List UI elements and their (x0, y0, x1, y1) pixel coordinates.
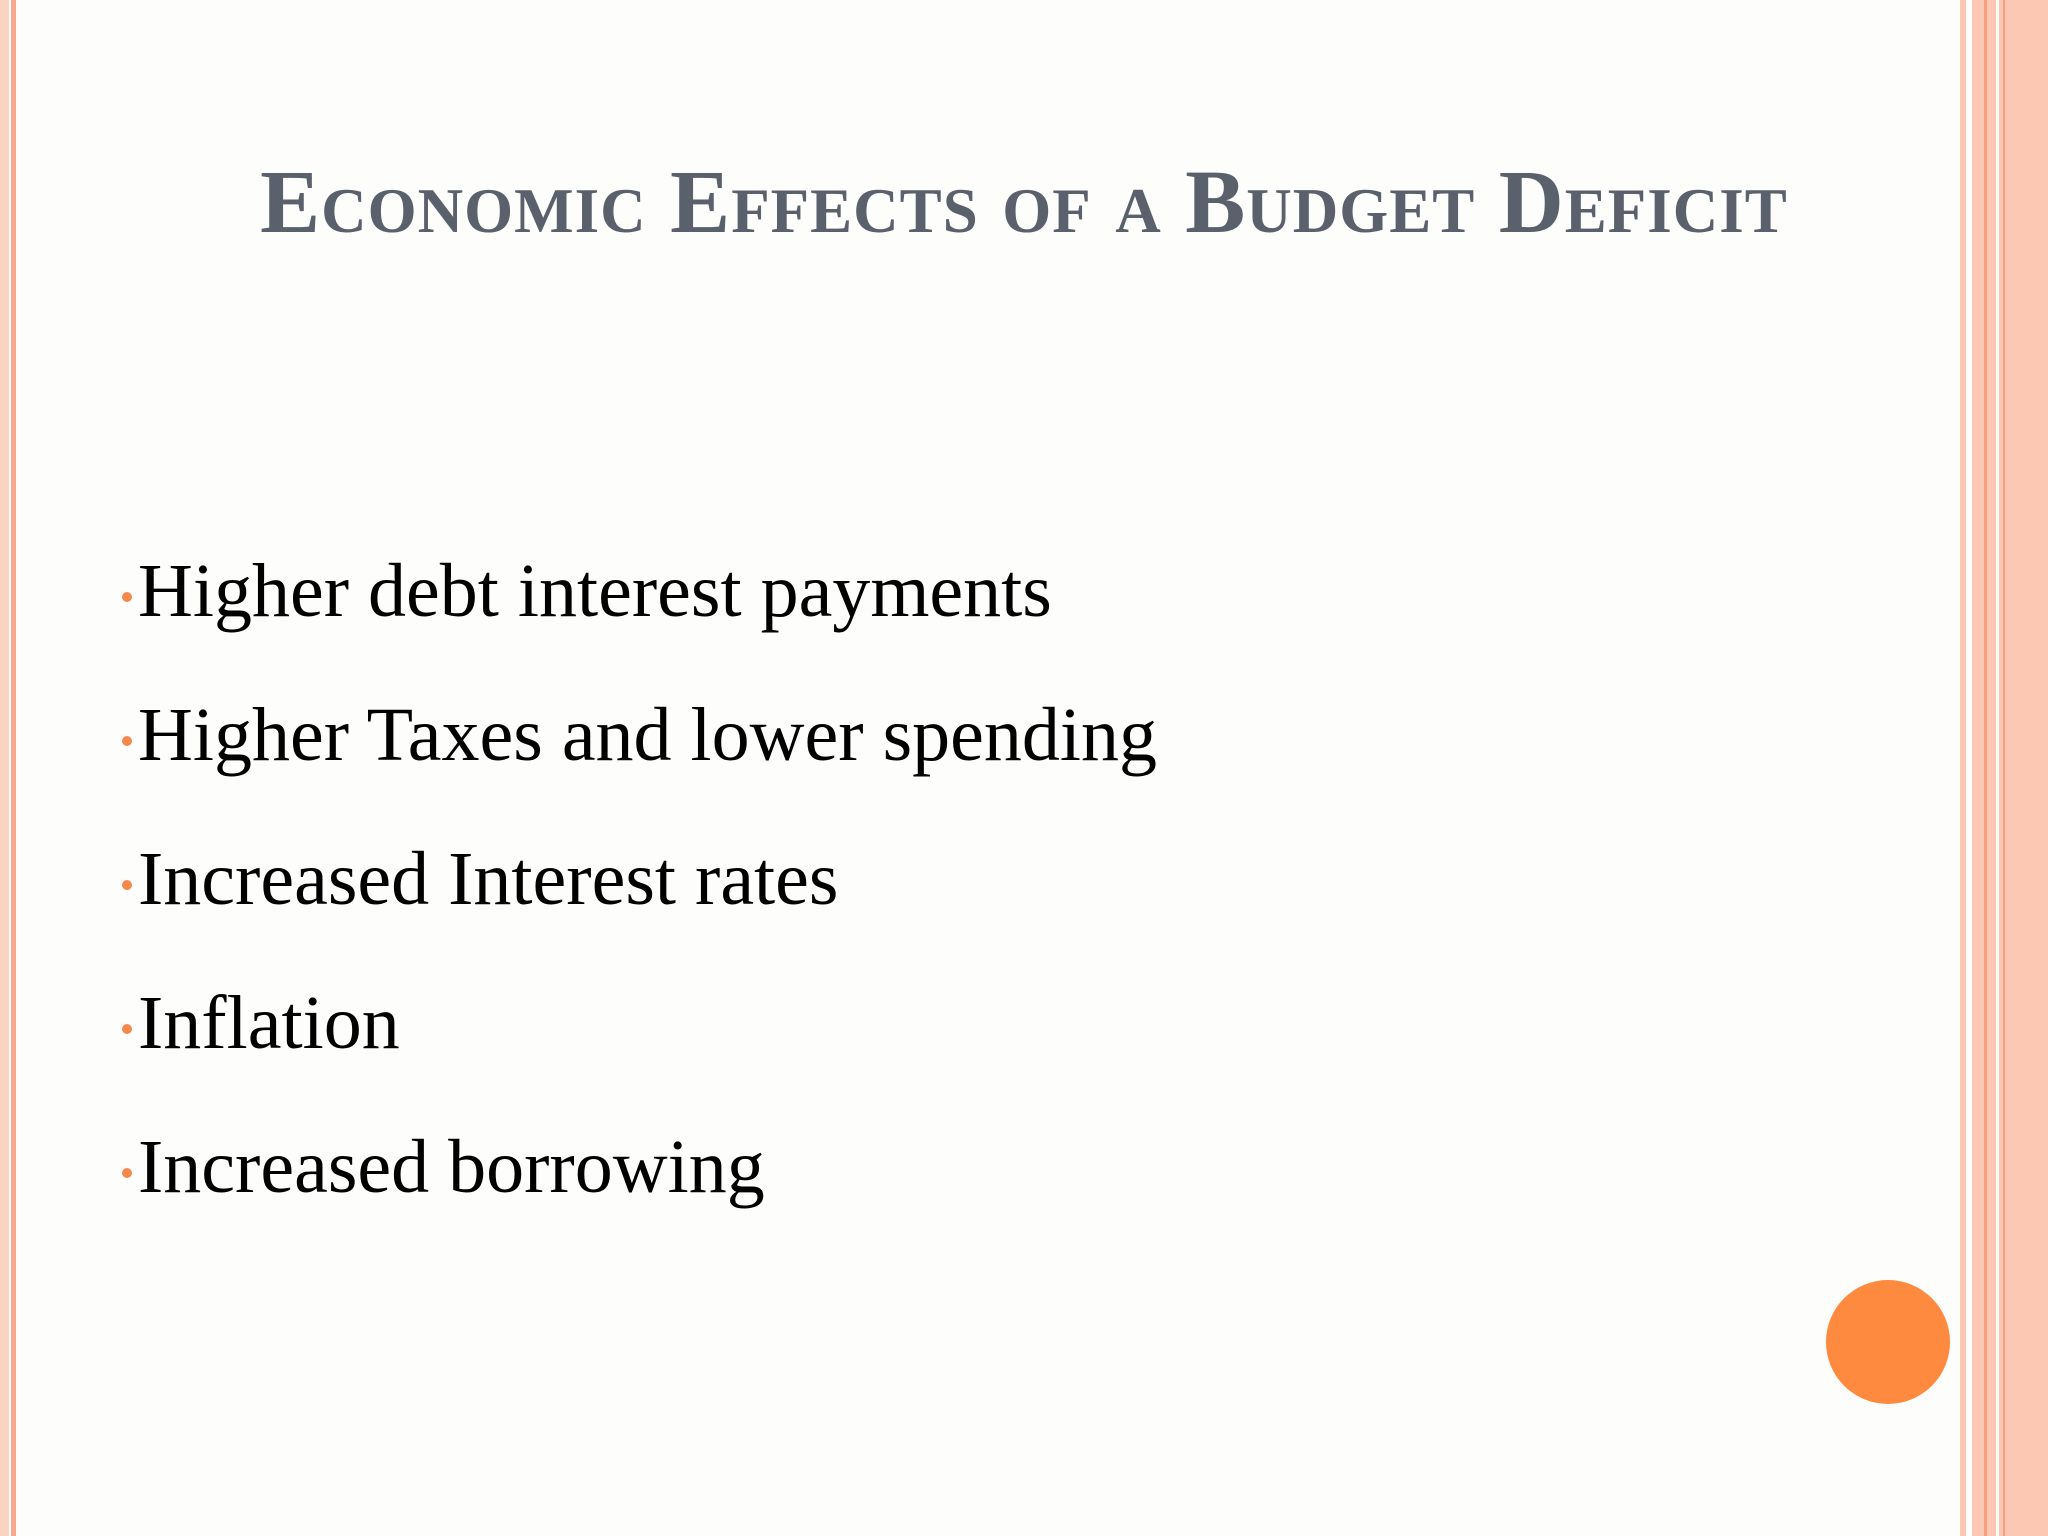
bullet-icon (122, 592, 132, 602)
list-item (122, 836, 1157, 980)
bullet-icon (122, 880, 132, 890)
bullet-list (122, 548, 1157, 1268)
bullet-text: Higher debt interest payments (138, 549, 1052, 633)
bullet-text: Higher Taxes and lower spending (138, 693, 1158, 777)
list-item (122, 692, 1157, 836)
decorative-circle (1826, 1280, 1950, 1404)
bullet-icon (122, 1024, 132, 1034)
bullet-icon (122, 1168, 132, 1178)
slide-title: Economic Effects of a Budget Deficit (260, 153, 1788, 252)
bullet-text: Increased borrowing (138, 1125, 765, 1209)
list-item (122, 980, 1157, 1124)
bullet-text: Inflation (138, 981, 400, 1065)
bullet-text: Increased Interest rates (138, 837, 839, 921)
list-item (122, 548, 1157, 692)
bullet-icon (122, 736, 132, 746)
list-item (122, 1124, 1157, 1268)
